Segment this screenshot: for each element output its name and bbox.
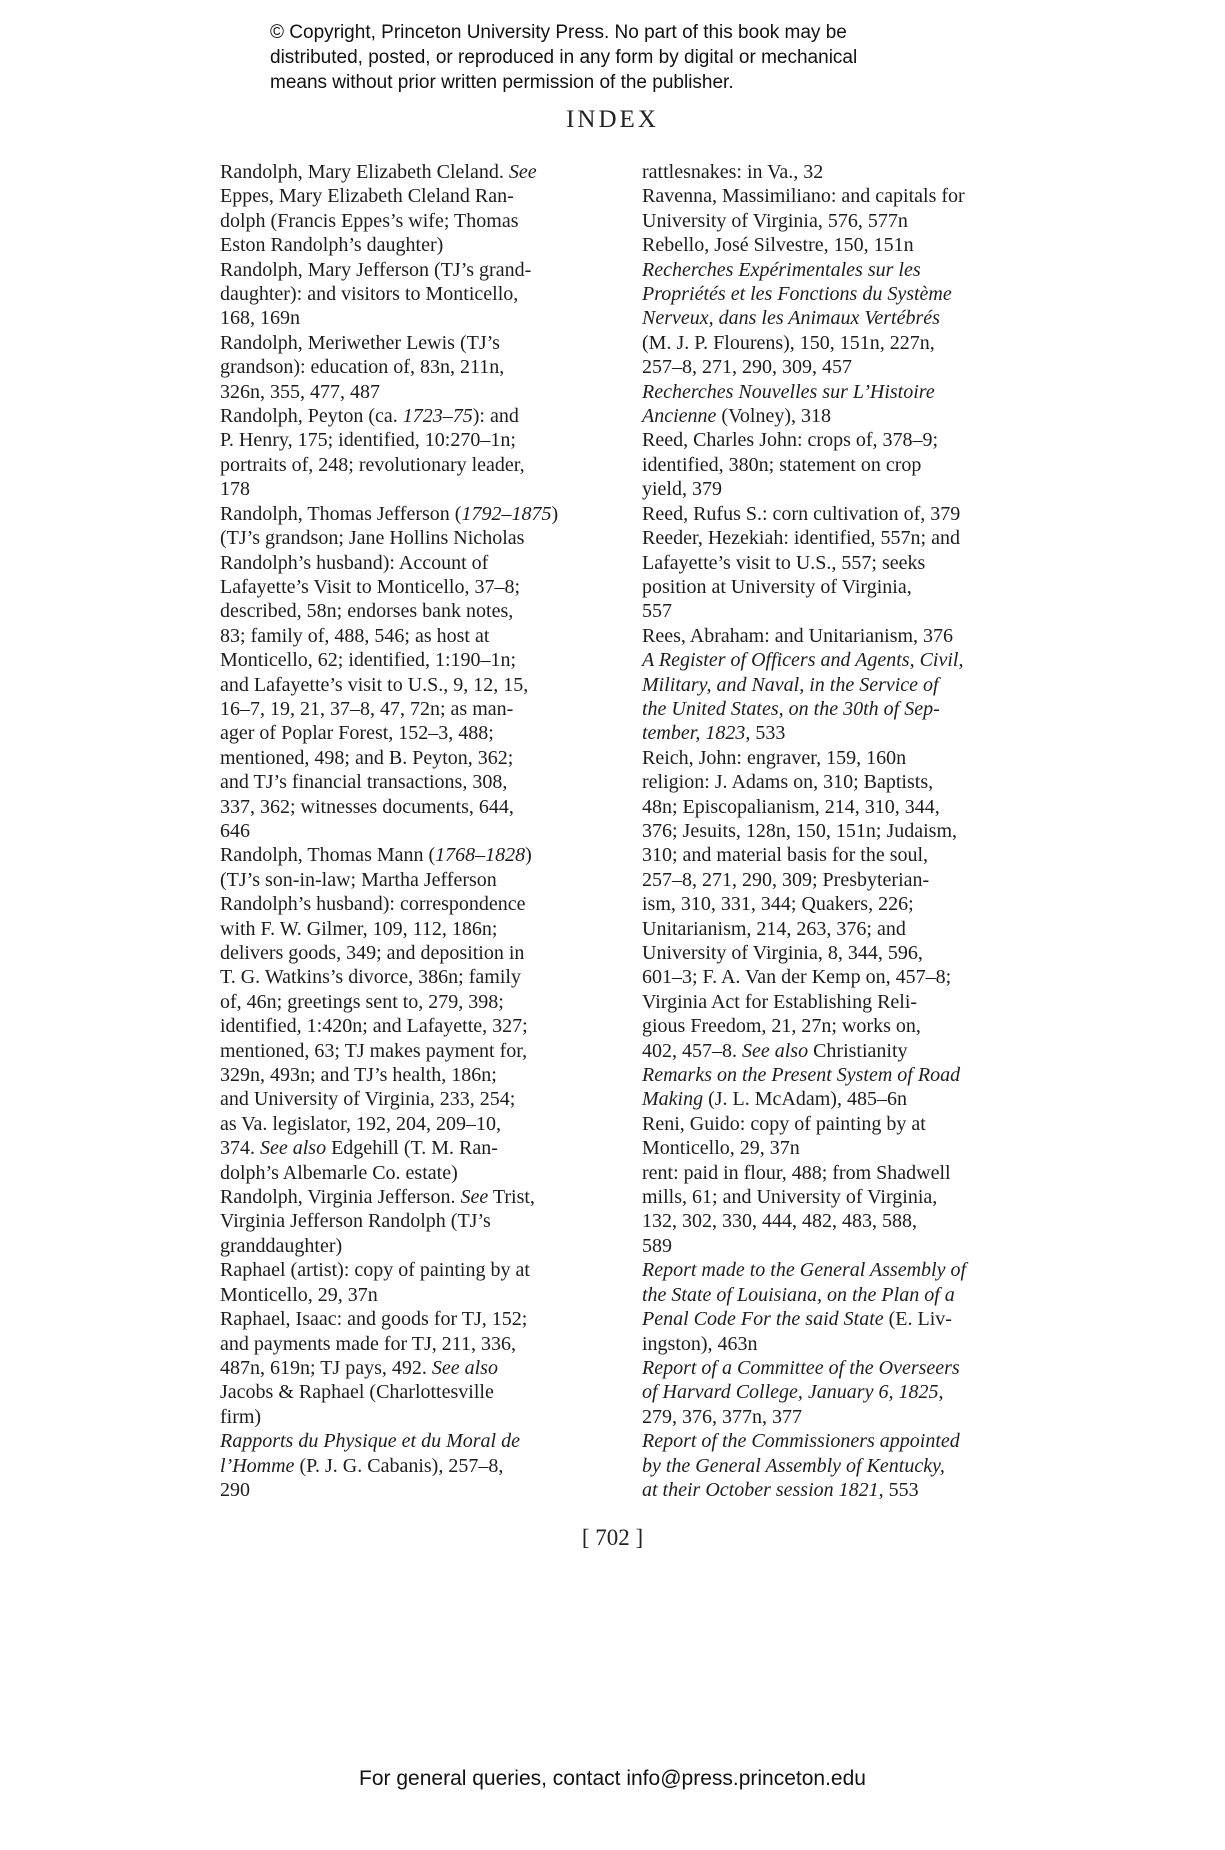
index-entry-line: Nerveux, dans les Animaux Vertébrés	[642, 307, 940, 330]
index-entry-line: University of Virginia, 8, 344, 596,	[642, 942, 923, 964]
index-entry-line: dolph (Francis Eppes’s wife; Thomas	[220, 209, 519, 232]
index-entry-line: 326n, 355, 477, 487	[220, 380, 380, 403]
index-entry	[642, 233, 1042, 257]
index-entry-line: delivers goods, 349; and deposition in	[220, 942, 525, 964]
index-entry-line: Randolph, Meriwether Lewis (TJ’s	[220, 331, 500, 354]
index-entry-line: Ancienne (Volney), 318	[642, 405, 832, 428]
index-entry	[220, 258, 615, 331]
index-entry-line: of Harvard College, January 6, 1825,	[642, 1381, 944, 1404]
index-entry	[642, 648, 1042, 746]
index-entry-line: rent: paid in flour, 488; from Shadwell	[642, 1161, 951, 1184]
copyright-line: distributed, posted, or reproduced in any form by digital or mechanical	[270, 47, 858, 68]
index-entry-line: position at University of Virginia,	[642, 575, 912, 598]
index-entry-line: gious Freedom, 21, 27n; works on,	[642, 1015, 921, 1038]
index-entry-line: Penal Code For the said State (E. Liv-	[642, 1308, 952, 1331]
index-entry-line: T. G. Watkins’s divorce, 386n; family	[220, 966, 521, 989]
index-entry-line: 589	[642, 1234, 672, 1257]
index-entry-line: grandson): education of, 83n, 211n,	[220, 356, 505, 379]
index-entry-line: University of Virginia, 576, 577n	[642, 209, 908, 232]
index-entry	[220, 1429, 615, 1502]
index-entry	[642, 1429, 1042, 1502]
index-entry-line: l’Homme (P. J. G. Cabanis), 257–8,	[220, 1454, 504, 1477]
index-entry-line: A Register of Officers and Agents, Civil,	[642, 649, 964, 672]
index-entry-line: daughter): and visitors to Monticello,	[220, 283, 519, 306]
index-entry-line: 329n, 493n; and TJ’s health, 186n;	[220, 1064, 497, 1087]
index-entry-line: by the General Assembly of Kentucky,	[642, 1454, 945, 1477]
index-entry-line: Monticello, 29, 37n	[642, 1137, 800, 1160]
index-entry	[220, 331, 615, 404]
index-entry-line: Report of a Committee of the Overseers	[642, 1356, 960, 1379]
index-entry	[642, 746, 1042, 770]
index-entry-line: Reich, John: engraver, 159, 160n	[642, 746, 907, 769]
index-entry-line: Lafayette’s Visit to Monticello, 37–8;	[220, 575, 521, 598]
index-entry	[642, 526, 1042, 624]
index-entry-line: Lafayette’s visit to U.S., 557; seeks	[642, 551, 926, 574]
index-entry-line: 310; and material basis for the soul,	[642, 844, 929, 867]
index-entry-line: ingston), 463n	[642, 1332, 758, 1355]
index-entry-line: religion: J. Adams on, 310; Baptists,	[642, 771, 934, 794]
index-entry	[642, 380, 1042, 429]
index-entry-line: identified, 380n; statement on crop	[642, 453, 922, 476]
index-entry	[220, 160, 615, 258]
index-entry-line: Raphael, Isaac: and goods for TJ, 152;	[220, 1308, 528, 1331]
index-entry-line: (M. J. P. Flourens), 150, 151n, 227n,	[642, 331, 935, 354]
index-column-left	[220, 160, 615, 1502]
index-entry-line: at their October session 1821, 553	[642, 1478, 919, 1501]
index-entry	[642, 1258, 1042, 1356]
index-entry-line: portraits of, 248; revolutionary leader,	[220, 453, 525, 476]
index-entry	[642, 184, 1042, 233]
index-entry-line: 83; family of, 488, 546; as host at	[220, 624, 490, 647]
index-entry-line: Jacobs & Raphael (Charlottesville	[220, 1381, 494, 1404]
index-entry-line: Rees, Abraham: and Unitarianism, 376	[642, 624, 954, 647]
index-entry-line: 402, 457–8. See also Christianity	[642, 1039, 908, 1062]
footer-contact: For general queries, contact info@press.princeton.edu	[359, 1767, 866, 1790]
index-entry-line: dolph’s Albemarle Co. estate)	[220, 1161, 458, 1184]
index-entry-line: 257–8, 271, 290, 309; Presbyterian-	[642, 868, 930, 891]
index-entry-line: ism, 310, 331, 344; Quakers, 226;	[642, 893, 914, 916]
index-entry	[642, 502, 1042, 526]
index-entry-line: Randolph, Thomas Mann (1768–1828)	[220, 844, 532, 867]
index-entry-line: Eston Randolph’s daughter)	[220, 234, 444, 257]
index-entry-line: Virginia Act for Establishing Reli-	[642, 990, 918, 1013]
index-entry	[220, 1307, 615, 1429]
index-entry-line: Monticello, 62; identified, 1:190–1n;	[220, 649, 517, 672]
index-entry-line: Reed, Rufus S.: corn cultivation of, 379	[642, 502, 961, 525]
page-number: [ 702 ]	[581, 1525, 644, 1550]
index-entry-line: Randolph, Mary Jefferson (TJ’s grand-	[220, 258, 532, 281]
index-entry-line: 646	[220, 819, 250, 842]
index-entry-line: Rebello, José Silvestre, 150, 151n	[642, 234, 914, 257]
index-entry-line: 257–8, 271, 290, 309, 457	[642, 356, 852, 379]
index-column-right	[642, 160, 1042, 1502]
index-entry-line: mills, 61; and University of Virginia,	[642, 1186, 938, 1209]
index-entry-line: Remarks on the Present System of Road	[642, 1064, 961, 1087]
index-entry-line: granddaughter)	[220, 1234, 343, 1257]
index-entry-line: Raphael (artist): copy of painting by at	[220, 1259, 530, 1282]
index-entry-line: Rapports du Physique et du Moral de	[220, 1430, 520, 1453]
index-entry-line: Recherches Expérimentales sur les	[642, 258, 921, 281]
index-entry-line: Report made to the General Assembly of	[642, 1259, 967, 1282]
index-entry-line: Randolph’s husband): correspondence	[220, 893, 526, 916]
index-entry-line: yield, 379	[642, 478, 722, 501]
index-entry-line: tember, 1823, 533	[642, 722, 786, 745]
index-entry-line: of, 46n; greetings sent to, 279, 398;	[220, 990, 504, 1013]
index-entry-line: the State of Louisiana, on the Plan of a	[642, 1283, 955, 1306]
index-entry-line: and TJ’s financial transactions, 308,	[220, 771, 508, 794]
index-entry-line: Military, and Naval, in the Service of	[642, 673, 939, 696]
index-entry-line: 48n; Episcopalianism, 214, 310, 344,	[642, 795, 940, 818]
index-entry-line: rattlesnakes: in Va., 32	[642, 161, 824, 183]
index-entry	[220, 502, 615, 844]
index-entry-line: the United States, on the 30th of Sep-	[642, 697, 940, 720]
index-entry-line: 16–7, 19, 21, 37–8, 47, 72n; as man-	[220, 697, 514, 720]
index-entry-line: 290	[220, 1478, 250, 1501]
index-entry-line: P. Henry, 175; identified, 10:270–1n;	[220, 429, 516, 452]
index-entry	[642, 1356, 1042, 1429]
copyright-line: means without prior written permission of the publisher.	[270, 72, 734, 93]
index-entry-line: Reeder, Hezekiah: identified, 557n; and	[642, 527, 960, 550]
index-entry-line: (TJ’s son-in-law; Martha Jefferson	[220, 868, 497, 891]
index-entry	[220, 843, 615, 1185]
index-entry	[642, 258, 1042, 380]
index-entry-line: Virginia Jefferson Randolph (TJ’s	[220, 1210, 491, 1233]
index-entry	[642, 1063, 1042, 1112]
index-entry-line: Reed, Charles John: crops of, 378–9;	[642, 429, 939, 452]
index-entry	[220, 1185, 615, 1258]
index-entry-line: Report of the Commissioners appointed	[642, 1430, 960, 1453]
index-entry-line: mentioned, 63; TJ makes payment for,	[220, 1039, 528, 1062]
index-entry-line: 374. See also Edgehill (T. M. Ran-	[220, 1137, 498, 1160]
index-entry-line: 178	[220, 478, 250, 501]
index-entry	[642, 770, 1042, 1063]
index-entry	[642, 1112, 1042, 1161]
index-entry-line: mentioned, 498; and B. Peyton, 362;	[220, 746, 514, 769]
index-entry	[642, 1161, 1042, 1259]
index-entry	[220, 404, 615, 502]
index-entry-line: Randolph, Thomas Jefferson (1792–1875)	[220, 502, 559, 525]
index-entry	[642, 624, 1042, 648]
index-entry-line: Propriétés et les Fonctions du Système	[642, 283, 952, 306]
index-entry-line: ager of Poplar Forest, 152–3, 488;	[220, 722, 494, 745]
index-entry-line: Unitarianism, 214, 263, 376; and	[642, 917, 906, 940]
index-entry-line: 337, 362; witnesses documents, 644,	[220, 795, 514, 818]
index-entry-line: Making (J. L. McAdam), 485–6n	[642, 1088, 907, 1111]
page-title: INDEX	[566, 106, 659, 133]
index-entry-line: and payments made for TJ, 211, 336,	[220, 1332, 517, 1355]
index-entry-line: 557	[642, 600, 672, 623]
index-entry-line: (TJ’s grandson; Jane Hollins Nicholas	[220, 527, 525, 550]
index-entry-line: Randolph, Peyton (ca. 1723–75): and	[220, 405, 519, 428]
copyright-line: © Copyright, Princeton University Press. No part of this book may be	[270, 22, 847, 43]
index-entry-line: identified, 1:420n; and Lafayette, 327;	[220, 1015, 528, 1038]
index-entry	[220, 1258, 615, 1307]
index-entry-line: with F. W. Gilmer, 109, 112, 186n;	[220, 917, 498, 940]
index-entry-line: firm)	[220, 1405, 262, 1428]
index-entry-line: 487n, 619n; TJ pays, 492. See also	[220, 1356, 498, 1379]
index-entry-line: Randolph’s husband): Account of	[220, 551, 489, 574]
index-entry-line: 168, 169n	[220, 307, 300, 330]
index-entry-line: Randolph, Virginia Jefferson. See Trist,	[220, 1186, 535, 1209]
index-entry-line: 376; Jesuits, 128n, 150, 151n; Judaism,	[642, 819, 958, 842]
copyright-notice	[270, 20, 990, 95]
index-entry-line: and Lafayette’s visit to U.S., 9, 12, 15,	[220, 673, 529, 696]
index-entry-line: 279, 376, 377n, 377	[642, 1405, 802, 1428]
index-entry-line: Eppes, Mary Elizabeth Cleland Ran-	[220, 185, 514, 208]
index-entry-line: 601–3; F. A. Van der Kemp on, 457–8;	[642, 966, 952, 989]
index-entry-line: and University of Virginia, 233, 254;	[220, 1088, 516, 1111]
index-entry-line: as Va. legislator, 192, 204, 209–10,	[220, 1112, 502, 1135]
index-entry-line: Ravenna, Massimiliano: and capitals for	[642, 185, 965, 208]
index-entry-line: Randolph, Mary Elizabeth Cleland. See	[220, 161, 537, 183]
index-entry	[642, 428, 1042, 501]
index-entry	[642, 160, 1042, 184]
index-entry-line: 132, 302, 330, 444, 482, 483, 588,	[642, 1210, 917, 1233]
index-entry-line: Recherches Nouvelles sur L’Histoire	[642, 380, 935, 403]
index-entry-line: Reni, Guido: copy of painting by at	[642, 1112, 926, 1135]
index-entry-line: described, 58n; endorses bank notes,	[220, 600, 514, 623]
index-entry-line: Monticello, 29, 37n	[220, 1283, 378, 1306]
